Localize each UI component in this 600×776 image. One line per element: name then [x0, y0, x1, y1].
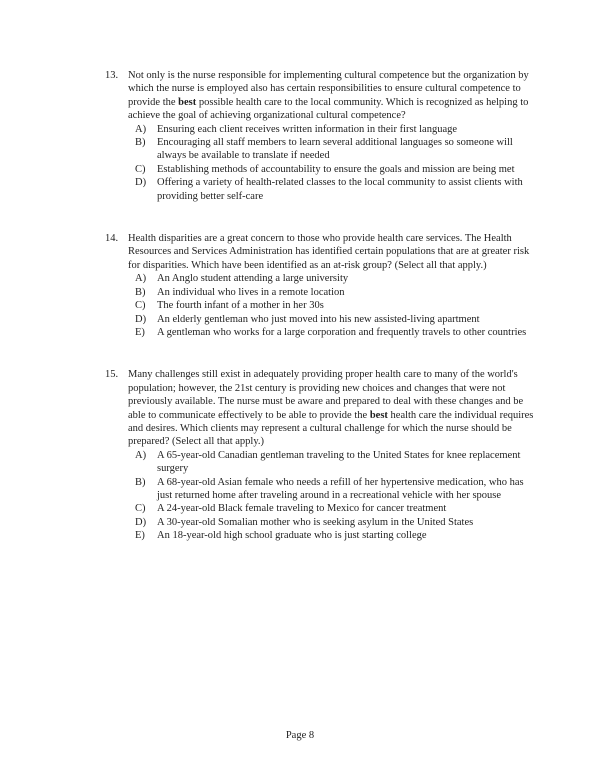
option-letter: B) [135, 476, 146, 488]
stem-segment: health care the individual requires and desires. Which clients may represent a cultural challenge for which the nurse should be prepared? (Select all that apply.) [128, 409, 534, 448]
answer-option [135, 163, 541, 176]
options-list [128, 449, 541, 543]
option-letter: B) [135, 286, 146, 298]
answer-option [135, 502, 541, 515]
question-stem [128, 368, 541, 448]
question-stem [128, 69, 541, 123]
question-stem [128, 232, 541, 272]
questions-list [105, 69, 541, 572]
page-footer [0, 729, 600, 742]
option-letter: D) [135, 516, 147, 528]
option-letter: B) [135, 137, 146, 149]
answer-option [135, 516, 541, 529]
option-text: A 24-year-old Black female traveling to Mexico for cancer treatment [157, 503, 447, 515]
question-number: 14. [105, 233, 119, 245]
options-list [128, 272, 541, 339]
option-letter: C) [135, 163, 146, 175]
option-text: An elderly gentleman who just moved into his new assisted-living apartment [157, 313, 480, 325]
option-letter: D) [135, 177, 147, 189]
option-text: Establishing methods of accountability to ensure the goals and mission are being met [157, 163, 515, 175]
option-text: Encouraging all staff members to learn several additional languages so someone will always be available to translate if needed [157, 137, 513, 162]
option-text: An individual who lives in a remote location [157, 286, 345, 298]
option-letter: C) [135, 300, 146, 312]
option-letter: E) [135, 326, 145, 338]
answer-option [135, 529, 541, 542]
answer-option [135, 476, 541, 503]
option-text: A gentleman who works for a large corporation and frequently travels to other countries [157, 326, 527, 338]
stem-segment: Health disparities are a great concern to those who provide health care services. The Health Resources and Services Administration has identified certain populations that are at greater risk for disparities. Which have been identified as an at-risk group? (Select all that apply.) [128, 233, 530, 271]
answer-option [135, 286, 541, 299]
option-text: An Anglo student attending a large university [157, 273, 349, 285]
option-letter: A) [135, 123, 147, 135]
question-number: 13. [105, 70, 119, 81]
answer-option [135, 313, 541, 326]
stem-bold-segment: best [178, 96, 197, 108]
answer-option [135, 299, 541, 312]
question-body [128, 232, 541, 339]
answer-option [135, 123, 541, 136]
question-block [105, 69, 541, 203]
option-text: Offering a variety of health-related classes to the local community to assist clients with providing better self-care [157, 177, 523, 202]
answer-option [135, 136, 541, 163]
option-letter: A) [135, 449, 147, 461]
stem-bold-segment: best [369, 409, 388, 421]
answer-option [135, 449, 541, 476]
option-letter: A) [135, 273, 147, 285]
option-text: Ensuring each client receives written information in their first language [157, 123, 458, 135]
option-letter: E) [135, 530, 145, 542]
option-text: A 65-year-old Canadian gentleman traveling to the United States for knee replacement surgery [157, 449, 521, 475]
page-number: Page 8 [285, 730, 315, 741]
option-text: A 30-year-old Somalian mother who is seeking asylum in the United States [157, 516, 474, 528]
option-text: A 68-year-old Asian female who needs a refill of her hypertensive medication, who has just returned home after traveling around in a recreational vehicle with her spouse [157, 476, 524, 501]
question-body [128, 368, 541, 542]
stem-segment: possible health care to the local community. Which is recognized as helping to achieve the goal of achieving organizational cultural competence? [128, 96, 529, 122]
question-number: 15. [105, 369, 119, 381]
stem-segment: Not only is the nurse responsible for implementing cultural competence but the organization by which the nurse is employed also has certain responsibilities to ensure cultural competence to provide the [128, 70, 529, 108]
option-letter: D) [135, 313, 147, 325]
question-block [105, 368, 541, 542]
option-letter: C) [135, 503, 146, 515]
option-text: The fourth infant of a mother in her 30s [157, 300, 324, 312]
options-list [128, 123, 541, 203]
question-body [128, 69, 541, 203]
answer-option [135, 176, 541, 203]
question-block [105, 232, 541, 339]
answer-option [135, 272, 541, 285]
answer-option [135, 326, 541, 339]
option-text: An 18-year-old high school graduate who is just starting college [157, 530, 427, 542]
stem-segment: Many challenges still exist in adequately providing proper health care to many of the world's population; however, the 21st century is providing new choices and changes that were not previously available. The nurse must be aware and prepared to deal with these changes and be able to communicate effectively to be able to provide the [128, 369, 524, 421]
